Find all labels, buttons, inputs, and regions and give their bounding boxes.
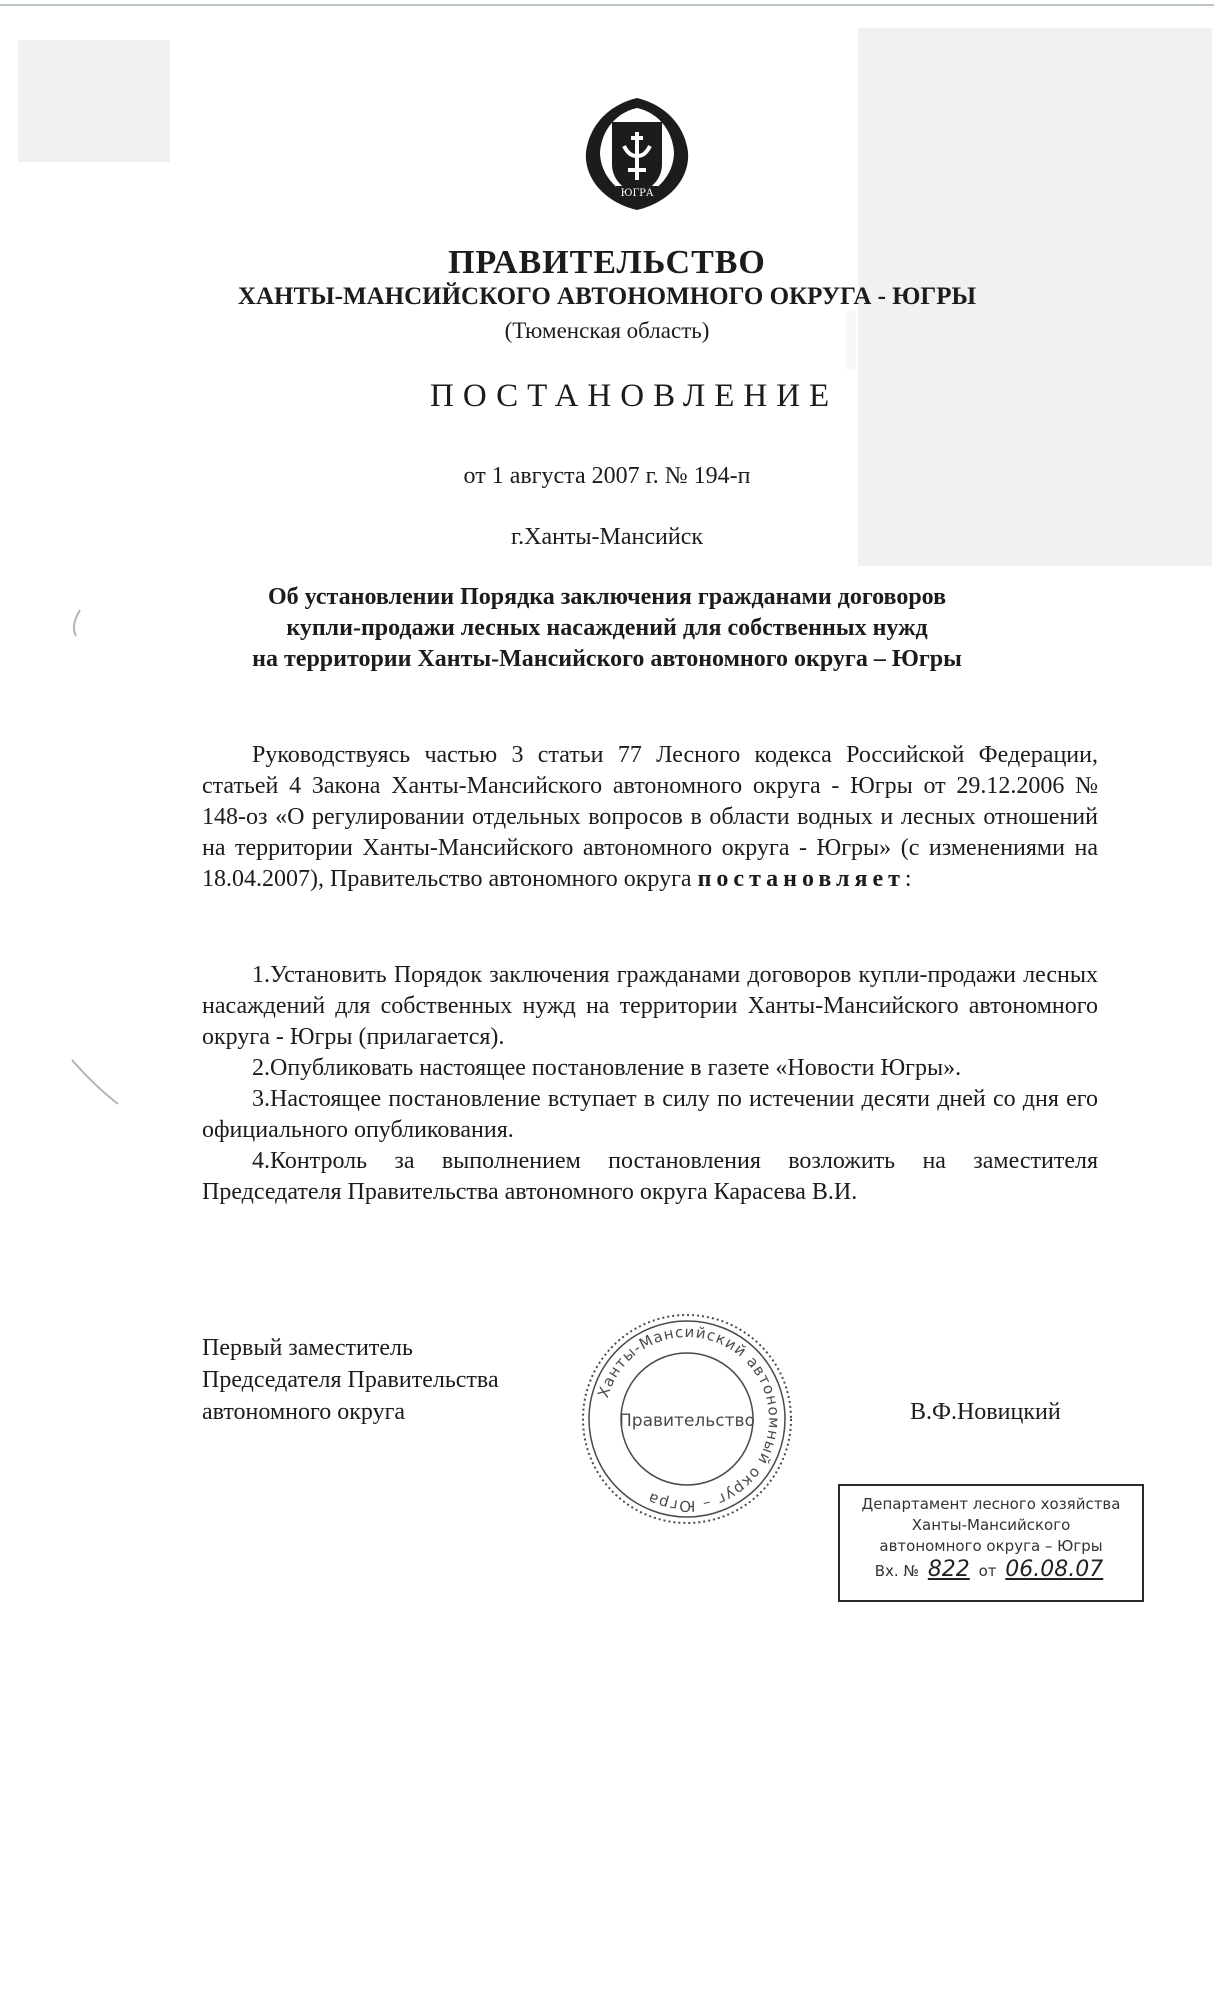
title-line: Об установлении Порядка заключения гражданами договоров <box>267 584 947 610</box>
incoming-number-label: Вх. № <box>874 1562 920 1580</box>
document-type: ПОСТАНОВЛЕНИЕ <box>430 378 839 414</box>
resolution-item: 1.Установить Порядок заключения гражданами договоров купли-продажи лесных насаждений для собственных нужд на территории Ханты-Мансийского автономного округа - Югры (прилагается). <box>202 962 1098 1050</box>
preamble-paragraph <box>202 740 1098 895</box>
signatory-position <box>202 1332 499 1428</box>
title-line: купли-продажи лесных насаждений для собственных нужд <box>286 615 928 641</box>
region-note: (Тюменская область) <box>504 318 710 343</box>
resolution-item: 4.Контроль за выполнением постановления возложить на заместителя Председателя Правительства автономного округа Карасева В.И. <box>202 1148 1098 1205</box>
incoming-number-value: 822 <box>927 1557 970 1582</box>
registration-stamp <box>838 1484 1144 1602</box>
resolves-word: постановляет <box>697 866 905 892</box>
preamble-text: Руководствуясь частью 3 статьи 77 Лесного кодекса Российской Федерации, статьей 4 Закона Ханты-Мансийского автономного округа - Югры от 29.12.2006 № 148-оз «О регулировании отдельных вопросов в области водных и лесных отношений на территории Ханты-Мансийского автономного округа - Югры» (с изменениями на 18.04.2007), Правительство автономного округа <box>202 742 1098 892</box>
signatory-name: В.Ф.Новицкий <box>910 1399 1061 1425</box>
scan-stray-marks <box>60 600 140 1120</box>
stamp-line: автономного округа – Югры <box>879 1537 1103 1555</box>
position-line: автономного округа <box>202 1399 406 1425</box>
incoming-date-value: 06.08.07 <box>1005 1557 1104 1582</box>
seal-ring-text: Ханты-Мансийский автономный округ – Югра <box>594 1322 784 1516</box>
seal-center-text: Правительство <box>619 1411 755 1431</box>
resolution-item: 3.Настоящее постановление вступает в силу по истечении десяти дней со дня его официального опубликования. <box>202 1086 1098 1143</box>
coat-of-arms-emblem <box>572 94 702 214</box>
government-seal <box>578 1310 796 1528</box>
resolution-item: 2.Опубликовать настоящее постановление в газете «Новости Югры». <box>252 1055 962 1081</box>
region-heading: ХАНТЫ-МАНСИЙСКОГО АВТОНОМНОГО ОКРУГА - ЮГРЫ <box>237 283 977 310</box>
document-title <box>0 582 1214 675</box>
stamp-registration-row <box>840 1559 1142 1582</box>
resolution-items <box>202 960 1098 1208</box>
stamp-line: Ханты-Мансийского <box>911 1516 1071 1534</box>
position-line: Председателя Правительства <box>202 1367 499 1393</box>
incoming-date-label: от <box>978 1562 997 1580</box>
emblem-lettering: ЮГРА <box>620 188 654 199</box>
government-heading: ПРАВИТЕЛЬСТВО <box>448 244 766 281</box>
document-city: г.Ханты-Мансийск <box>510 524 704 550</box>
scan-top-edge <box>0 4 1214 6</box>
title-line: на территории Ханты-Мансийского автономного округа – Югры <box>252 646 962 672</box>
position-line: Первый заместитель <box>202 1335 413 1361</box>
stamp-line: Департамент лесного хозяйства <box>861 1495 1121 1513</box>
document-date-number: от 1 августа 2007 г. № 194-п <box>463 463 751 489</box>
scan-gray-patch-left <box>18 40 170 162</box>
resolves-colon: : <box>904 866 912 892</box>
